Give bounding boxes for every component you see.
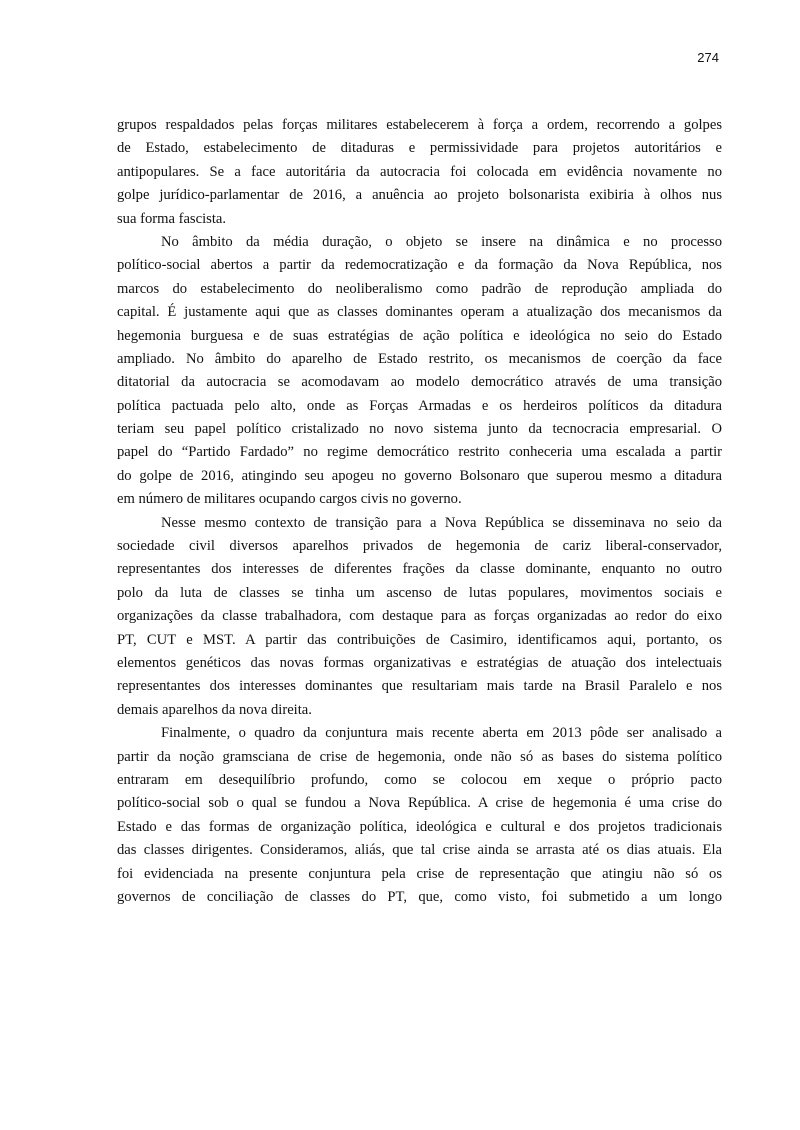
text-line: Estado e das formas de organização política, ideológica e cultural e dos projetos tradicionais (117, 818, 722, 835)
paragraph-3 (117, 512, 722, 723)
text-line: grupos respaldados pelas forças militares estabelecerem à força a ordem, recorrendo a golpes (117, 117, 722, 133)
text-line: organizações da classe trabalhadora, com destaque para as forças organizadas ao redor do eixo (117, 608, 722, 625)
body-text (117, 114, 722, 909)
text-line: político-social sob o qual se fundou a Nova República. A crise de hegemonia é uma crise do (117, 795, 722, 812)
text-line: política pactuada pelo alto, onde as Forças Armadas e os herdeiros políticos da ditadura (117, 397, 722, 414)
text-line: demais aparelhos da nova direita. (117, 701, 312, 718)
text-line: sua forma fascista. (117, 210, 227, 227)
text-line: capital. É justamente aqui que as classes dominantes operam a atualização dos mecanismos da (117, 304, 722, 321)
text-line: polo da luta de classes se tinha um ascenso de lutas populares, movimentos sociais e (117, 584, 722, 601)
text-line: antipopulares. Se a face autoritária da autocracia foi colocada em evidência novamente no (117, 163, 722, 180)
text-line: foi evidenciada na presente conjuntura pela crise de representação que atingiu não só os (117, 865, 722, 882)
text-line: golpe jurídico-parlamentar de 2016, a anuência ao projeto bolsonarista exibiria à olhos nus (117, 187, 722, 204)
text-line: No âmbito da média duração, o objeto se insere na dinâmica e no processo (161, 233, 722, 250)
text-line: ampliado. No âmbito do aparelho de Estado restrito, os mecanismos de coerção da face (117, 350, 722, 367)
text-line: em número de militares ocupando cargos civis no governo. (117, 491, 462, 508)
text-line: Finalmente, o quadro da conjuntura mais recente aberta em 2013 pôde ser analisado a (161, 725, 722, 742)
text-line: elementos genéticos das novas formas organizativas e estratégias de atuação dos intelectuais (117, 654, 722, 671)
text-line: governos de conciliação de classes do PT, que, como visto, foi submetido a um longo (117, 888, 722, 905)
text-line: papel do “Partido Fardado” no regime democrático restrito conheceria uma escalada a partir (117, 444, 722, 461)
text-line: político-social abertos a partir da redemocratização e da formação da Nova República, nos (117, 257, 722, 274)
text-line: PT, CUT e MST. A partir das contribuições de Casimiro, identificamos aqui, portanto, os (117, 631, 722, 648)
text-line: partir da noção gramsciana de crise de hegemonia, onde não só as bases do sistema político (117, 748, 722, 765)
page-number: 274 (697, 50, 719, 65)
text-line: marcos do estabelecimento do neoliberalismo como padrão de reprodução ampliada do (117, 280, 722, 297)
paragraph-1 (117, 114, 722, 231)
text-line: ditatorial da autocracia se acomodavam ao modelo democrático através de uma transição (117, 374, 722, 391)
text-line: hegemonia burguesa e de suas estratégias de ação política e ideológica no seio do Estado (117, 327, 722, 344)
text-line: do golpe de 2016, atingindo seu apogeu no governo Bolsonaro que superou mesmo a ditadura (117, 467, 722, 484)
text-line: representantes dos interesses de diferentes frações da classe dominante, enquanto no outro (117, 561, 722, 578)
text-line: de Estado, estabelecimento de ditaduras e permissividade para projetos autoritários e (117, 140, 722, 157)
paragraph-2 (117, 231, 722, 512)
text-line: Nesse mesmo contexto de transição para a Nova República se disseminava no seio da (161, 514, 722, 531)
paragraph-4 (117, 722, 722, 909)
text-line: representantes dos interesses dominantes que resultariam mais tarde na Brasil Paralelo e nos (117, 678, 722, 695)
text-line: teriam seu papel político cristalizado no novo sistema junto da tecnocracia empresarial. O (117, 421, 722, 438)
text-line: entraram em desequilíbrio profundo, como se colocou em xeque o próprio pacto (117, 771, 722, 788)
text-line: sociedade civil diversos aparelhos privados de hegemonia de cariz liberal-conservador, (117, 538, 722, 555)
text-line: das classes dirigentes. Consideramos, aliás, que tal crise ainda se arrasta até os dias atuais. Ela (117, 842, 722, 859)
